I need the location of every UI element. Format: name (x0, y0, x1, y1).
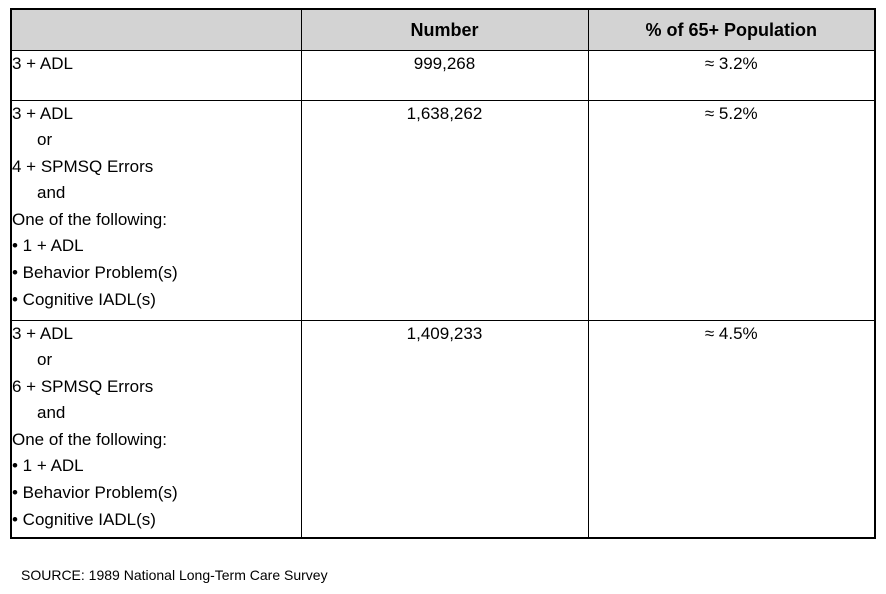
number-cell: 1,638,262 (301, 100, 588, 320)
criteria-bullet: • Cognitive IADL(s) (12, 289, 156, 309)
criteria-cell (12, 320, 301, 539)
criteria-line: 4 + SPMSQ Errors (12, 156, 154, 176)
data-table (12, 10, 874, 539)
percent-cell: ≈ 3.2% (588, 50, 874, 100)
header-criteria (12, 10, 301, 50)
data-table-frame (10, 8, 876, 539)
percent-cell: ≈ 4.5% (588, 320, 874, 539)
criteria-line: 3 + ADL (12, 103, 73, 123)
header-number: Number (301, 10, 588, 50)
criteria-line: One of the following: (12, 429, 167, 449)
table-row (12, 50, 874, 100)
table-row (12, 100, 874, 320)
criteria-connector: or (37, 350, 53, 370)
criteria-cell (12, 100, 301, 320)
criteria-line: 3 + ADL (12, 53, 73, 73)
criteria-line: 3 + ADL (12, 323, 73, 343)
criteria-connector: and (37, 403, 66, 423)
criteria-bullet: • Behavior Problem(s) (12, 263, 178, 283)
criteria-bullet: • 1 + ADL (12, 236, 84, 256)
header-percent: % of 65+ Population (588, 10, 874, 50)
criteria-bullet: • 1 + ADL (12, 456, 84, 476)
table-header-row (12, 10, 874, 50)
criteria-cell (12, 50, 301, 100)
number-cell: 999,268 (301, 50, 588, 100)
criteria-connector: and (37, 183, 66, 203)
source-note: SOURCE: 1989 National Long-Term Care Survey (21, 567, 328, 583)
number-cell: 1,409,233 (301, 320, 588, 539)
criteria-bullet: • Behavior Problem(s) (12, 483, 178, 503)
table-row (12, 320, 874, 539)
criteria-bullet: • Cognitive IADL(s) (12, 509, 156, 529)
criteria-line: One of the following: (12, 209, 167, 229)
criteria-line: 6 + SPMSQ Errors (12, 376, 154, 396)
criteria-connector: or (37, 130, 53, 150)
percent-cell: ≈ 5.2% (588, 100, 874, 320)
